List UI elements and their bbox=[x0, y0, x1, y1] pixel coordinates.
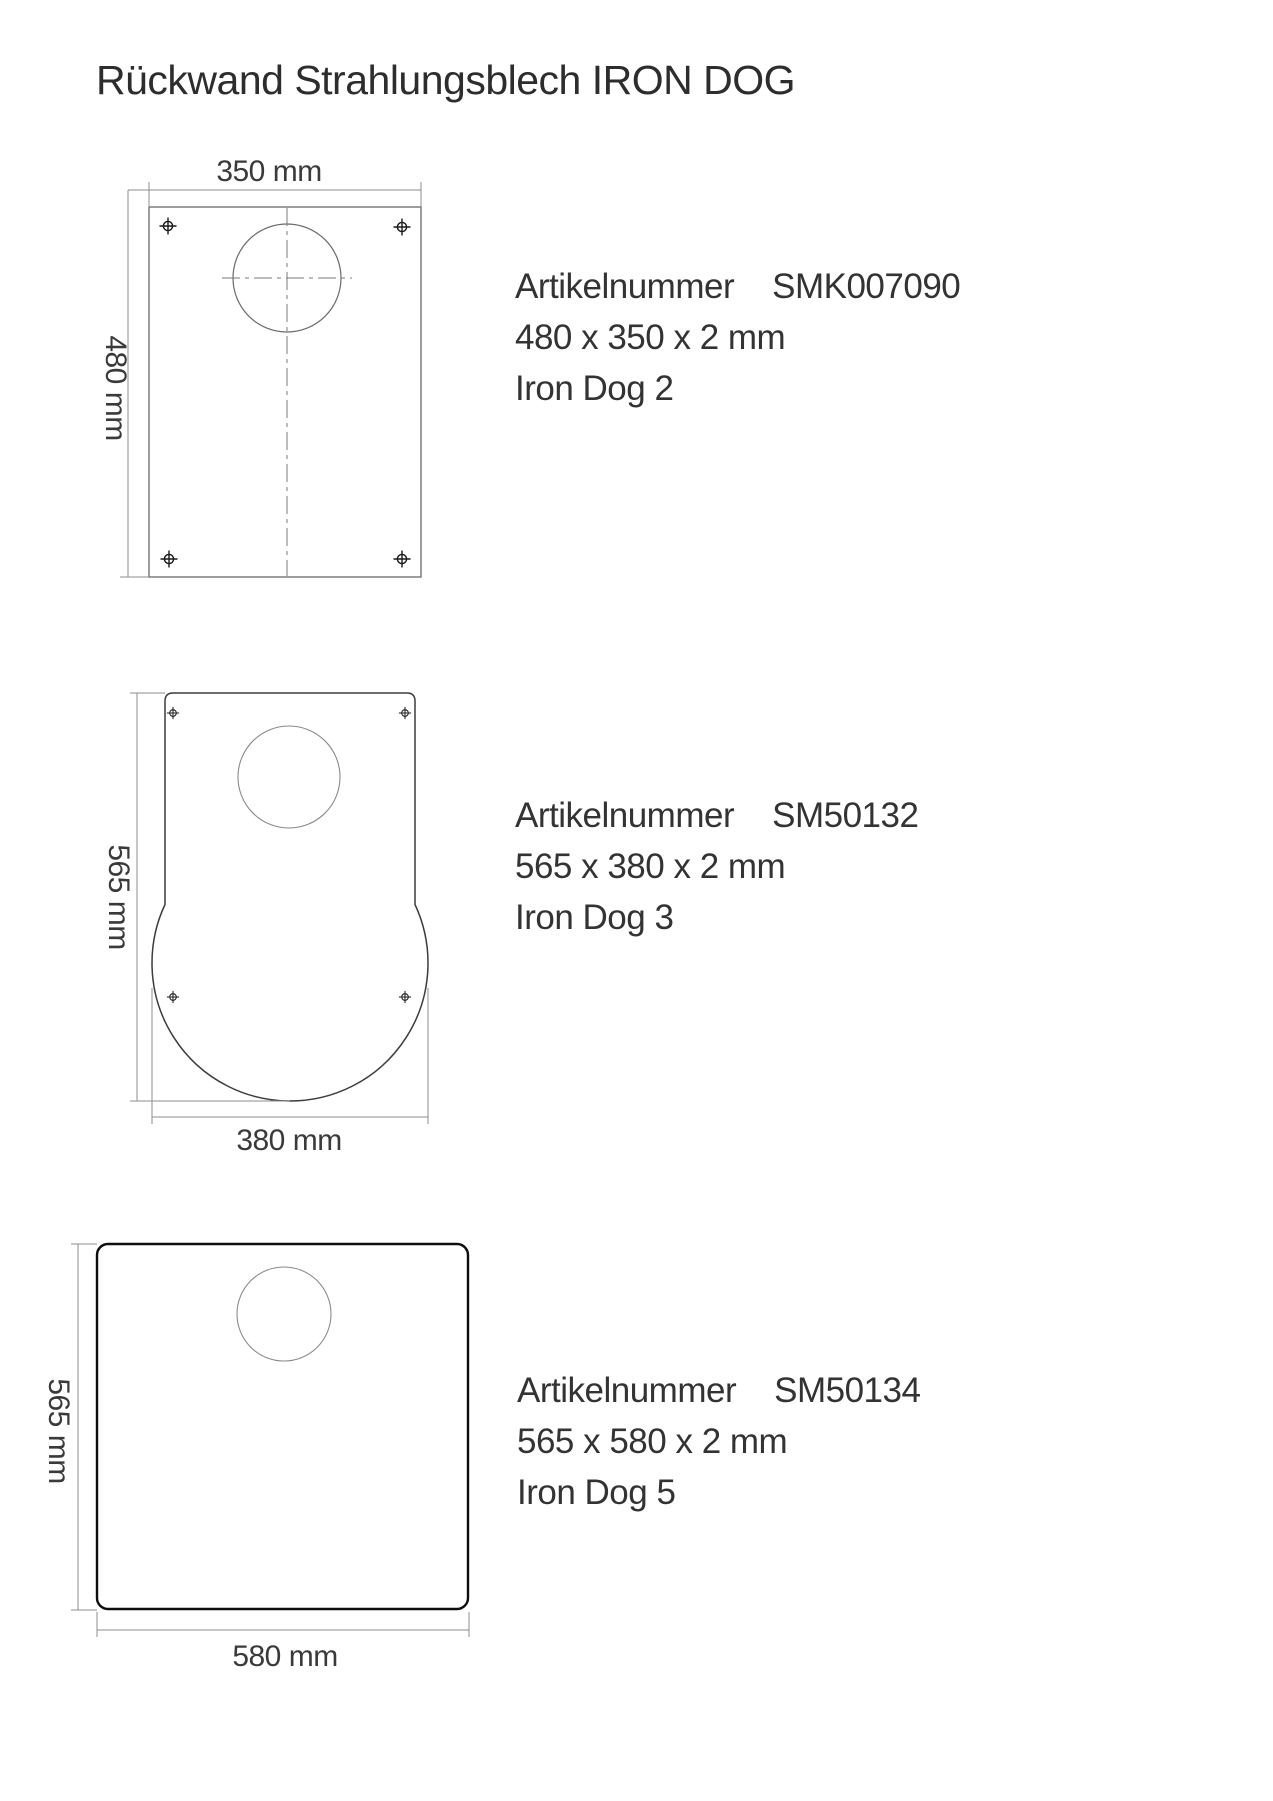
page-title: Rückwand Strahlungsblech IRON DOG bbox=[96, 57, 796, 103]
drawing-iron-dog-3 bbox=[102, 693, 428, 1157]
article-number: SMK007090 bbox=[772, 267, 961, 306]
article-number: SM50134 bbox=[774, 1371, 921, 1410]
article-number-line bbox=[515, 261, 995, 312]
screw-hole-icon bbox=[399, 707, 411, 719]
screw-hole-icon bbox=[394, 551, 411, 568]
panel-outline-iron-dog-2 bbox=[149, 207, 421, 577]
panel-dimensions: 565 x 580 x 2 mm bbox=[517, 1422, 788, 1461]
article-number-line bbox=[517, 1365, 997, 1416]
panel-dimensions: 565 x 380 x 2 mm bbox=[515, 847, 786, 886]
spec-block-iron-dog-3 bbox=[515, 790, 995, 943]
screw-hole-icon bbox=[160, 218, 177, 235]
spec-block-iron-dog-2 bbox=[515, 261, 995, 414]
spec-block-iron-dog-5 bbox=[517, 1365, 997, 1518]
model-name: Iron Dog 2 bbox=[515, 369, 674, 408]
screw-hole-icon bbox=[167, 991, 179, 1003]
screw-hole-icon bbox=[161, 551, 178, 568]
screw-hole-icon bbox=[394, 219, 411, 236]
article-label: Artikelnummer bbox=[515, 267, 735, 306]
drawing-iron-dog-5 bbox=[42, 1244, 469, 1673]
height-dimension-label: 565 mm bbox=[42, 1378, 76, 1484]
article-number-line bbox=[515, 790, 995, 841]
height-dimension-label: 480 mm bbox=[99, 335, 133, 441]
width-dimension-label: 580 mm bbox=[232, 1640, 338, 1673]
panel-outline-iron-dog-3 bbox=[152, 693, 428, 1101]
article-label: Artikelnummer bbox=[517, 1371, 737, 1410]
panel-dimensions: 480 x 350 x 2 mm bbox=[515, 318, 786, 357]
model-name: Iron Dog 3 bbox=[515, 898, 674, 937]
model-name: Iron Dog 5 bbox=[517, 1473, 676, 1512]
panel-outline-iron-dog-5 bbox=[97, 1244, 468, 1609]
screw-hole-icon bbox=[399, 991, 411, 1003]
article-number: SM50132 bbox=[772, 796, 919, 835]
drawing-iron-dog-2 bbox=[99, 155, 421, 577]
article-label: Artikelnummer bbox=[515, 796, 735, 835]
height-dimension-label: 565 mm bbox=[102, 844, 136, 950]
width-dimension-label: 380 mm bbox=[236, 1124, 342, 1157]
flue-hole-circle bbox=[237, 1267, 331, 1361]
screw-hole-icon bbox=[167, 707, 179, 719]
width-dimension-label: 350 mm bbox=[216, 155, 322, 188]
flue-hole-circle bbox=[238, 726, 340, 828]
